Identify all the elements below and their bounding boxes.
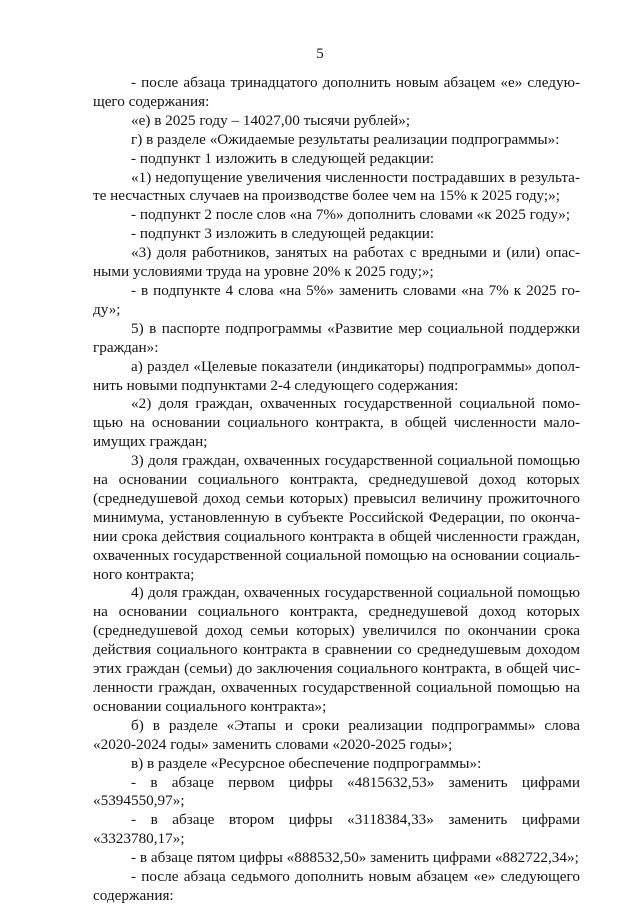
paragraph: - в абзаце втором цифры «3118384,33» заменить цифрами «3323780,17»;: [93, 811, 580, 848]
paragraph: - после абзаца седьмого дополнить новым абзацем «е» следующего содержания:: [93, 868, 580, 904]
paragraph: б) в разделе «Этапы и сроки реализации подпрограммы» слова «2020-2024 годы» заменить словами «2020-2025 годы»;: [93, 716, 580, 753]
document-body: [93, 74, 580, 906]
paragraph: «2) доля граждан, охваченных государственной социальной помощью на основании социального контракта, в общей численности малоимущих граждан;: [93, 395, 580, 451]
paragraph: - подпункт 3 изложить в следующей редакции:: [131, 225, 435, 243]
paragraph: в) в разделе «Ресурсное обеспечение подпрограммы»:: [131, 754, 482, 772]
paragraph: - после абзаца тринадцатого дополнить новым абзацем «е» следующего содержания:: [93, 74, 580, 110]
paragraph: - в подпункте 4 слова «на 5%» заменить словами «на 7% к 2025 году»;: [93, 281, 580, 318]
paragraph: «1) недопущение увеличения численности пострадавших в результате несчастных случаев на производстве более чем на 15% к 2025 году;»;: [93, 168, 580, 205]
paragraph: 4) доля граждан, охваченных государственной социальной помощью на основании социального контракта, среднедушевой доход которых (среднедушевой доход семьи которых) увеличился по окончании срока действия социального контракта в сравнении со среднедушевым доходом этих граждан (семьи) до заключения социального контракта, в общей численности граждан, охваченных государственной социальной помощью на основании социального контракта»;: [93, 584, 580, 715]
paragraph: - подпункт 2 после слов «на 7%» дополнить словами «к 2025 году»;: [131, 206, 571, 224]
paragraph: - подпункт 1 изложить в следующей редакции:: [131, 149, 435, 167]
paragraph: - в абзаце пятом цифры «888532,50» заменить цифрами «882722,34»;: [131, 849, 579, 867]
paragraph: г) в разделе «Ожидаемые результаты реализации подпрограммы»:: [131, 130, 560, 148]
page-number: 5: [316, 46, 324, 62]
paragraph: а) раздел «Целевые показатели (индикаторы) подпрограммы» дополнить новыми подпунктами 2-4 следующего содержания:: [93, 357, 580, 394]
paragraph: «3) доля работников, занятых на работах с вредными и (или) опасными условиями труда на уровне 20% к 2025 году;»;: [93, 244, 580, 281]
paragraph: 5) в паспорте подпрограммы «Развитие мер социальной поддержки граждан»:: [93, 319, 580, 356]
paragraph: - в абзаце первом цифры «4815632,53» заменить цифрами «5394550,97»;: [93, 773, 580, 810]
paragraph: 3) доля граждан, охваченных государственной социальной помощью на основании социального контракта, среднедушевой доход которых (среднедушевой доход семьи которых) превысил величину прожиточного минимума, установленную в субъекте Российской Федерации, по окончании срока действия социального контракта в общей численности граждан, охваченных государственной социальной помощью на основании социального контракта;: [93, 452, 580, 583]
paragraph: «е) в 2025 году – 14027,00 тысячи рублей»;: [131, 111, 411, 129]
